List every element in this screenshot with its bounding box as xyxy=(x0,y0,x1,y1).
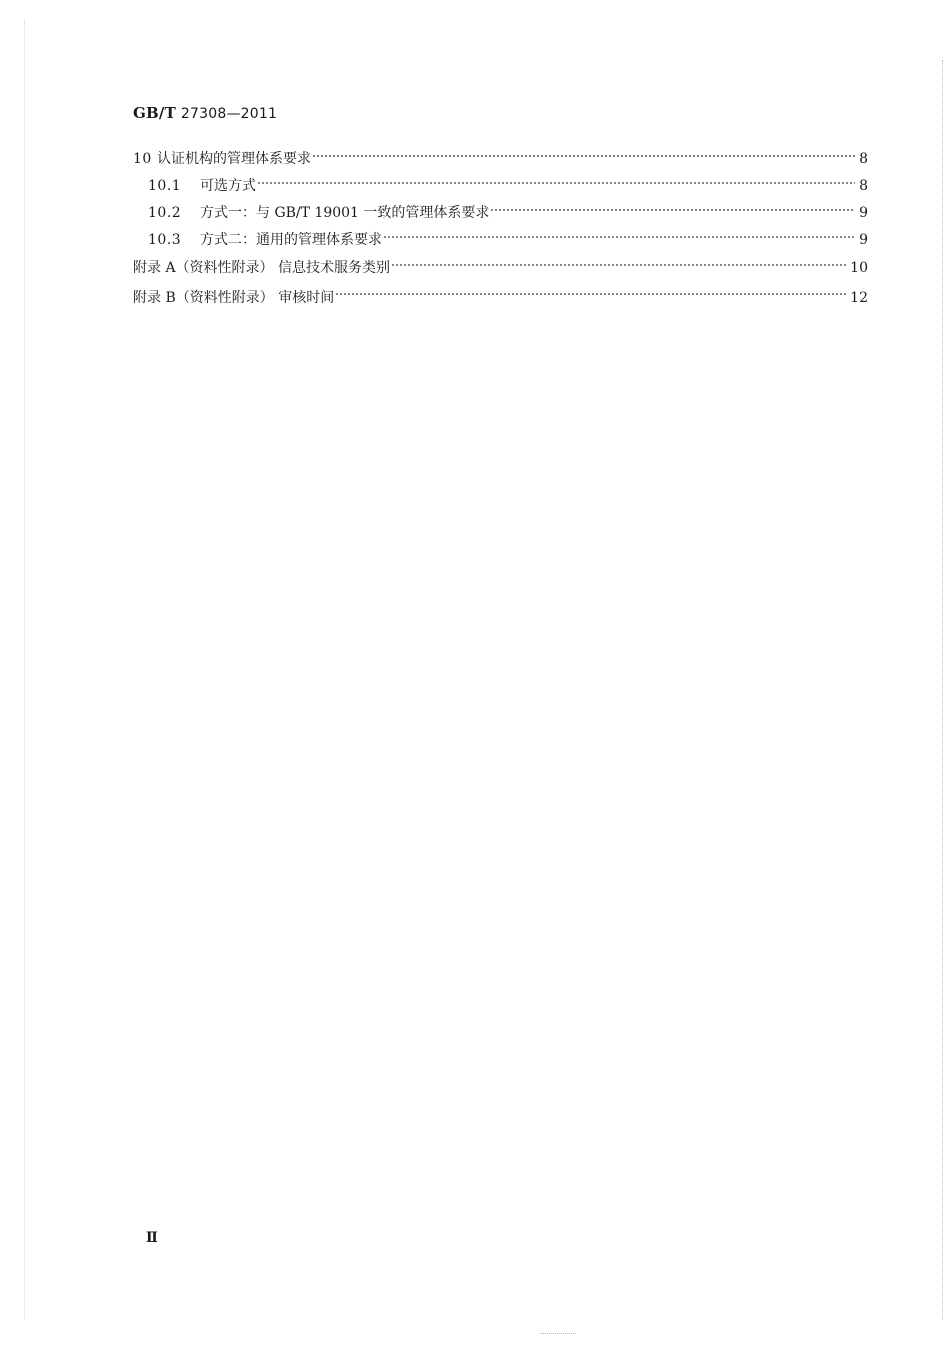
toc-entry-number: 10 xyxy=(133,151,152,167)
toc-leader-dots xyxy=(391,264,847,266)
scan-edge-left xyxy=(24,20,25,1320)
toc-entry-title: 认证机构的管理体系要求 xyxy=(157,151,311,167)
toc-entry-title: 可选方式 xyxy=(200,178,256,194)
toc-entry-number: 10.3 xyxy=(148,232,182,248)
toc-leader-dots xyxy=(312,155,855,157)
toc-entry-title: 方式二：通用的管理体系要求 xyxy=(200,232,382,248)
toc-leader-dots xyxy=(490,209,855,211)
toc-entry-number: 10.1 xyxy=(148,178,182,194)
toc-entry-page: 9 xyxy=(859,232,868,248)
toc-leader-dots xyxy=(383,236,855,238)
standard-prefix: GB/T xyxy=(133,104,176,122)
table-of-contents xyxy=(133,146,868,313)
toc-entry-page: 8 xyxy=(859,178,868,194)
toc-entry-title: 附录 A（资料性附录） 信息技术服务类别 xyxy=(133,260,391,276)
scan-edge-right xyxy=(942,60,943,1320)
toc-entry-title: 附录 B（资料性附录） 审核时间 xyxy=(133,289,335,306)
toc-entry-10-1[interactable] xyxy=(133,173,868,200)
page-number: Ⅱ xyxy=(146,1230,158,1246)
toc-leader-dots xyxy=(335,293,847,295)
toc-entry-10-3[interactable] xyxy=(133,227,868,254)
scan-edge-bottom xyxy=(540,1333,576,1334)
page-header xyxy=(133,104,277,122)
toc-entry-10[interactable] xyxy=(133,146,868,173)
toc-entry-appendix-b[interactable] xyxy=(133,284,868,314)
toc-entry-page: 9 xyxy=(859,205,868,221)
toc-entry-10-2[interactable] xyxy=(133,200,868,227)
toc-leader-dots xyxy=(257,182,855,184)
toc-entry-page: 12 xyxy=(850,289,868,306)
toc-entry-appendix-a[interactable] xyxy=(133,254,868,284)
toc-entry-number: 10.2 xyxy=(148,205,182,221)
toc-entry-title: 方式一：与 GB/T 19001 一致的管理体系要求 xyxy=(200,205,490,221)
toc-entry-page: 10 xyxy=(850,260,868,276)
toc-entry-page: 8 xyxy=(859,151,868,167)
standard-number: 27308—2011 xyxy=(180,106,278,122)
